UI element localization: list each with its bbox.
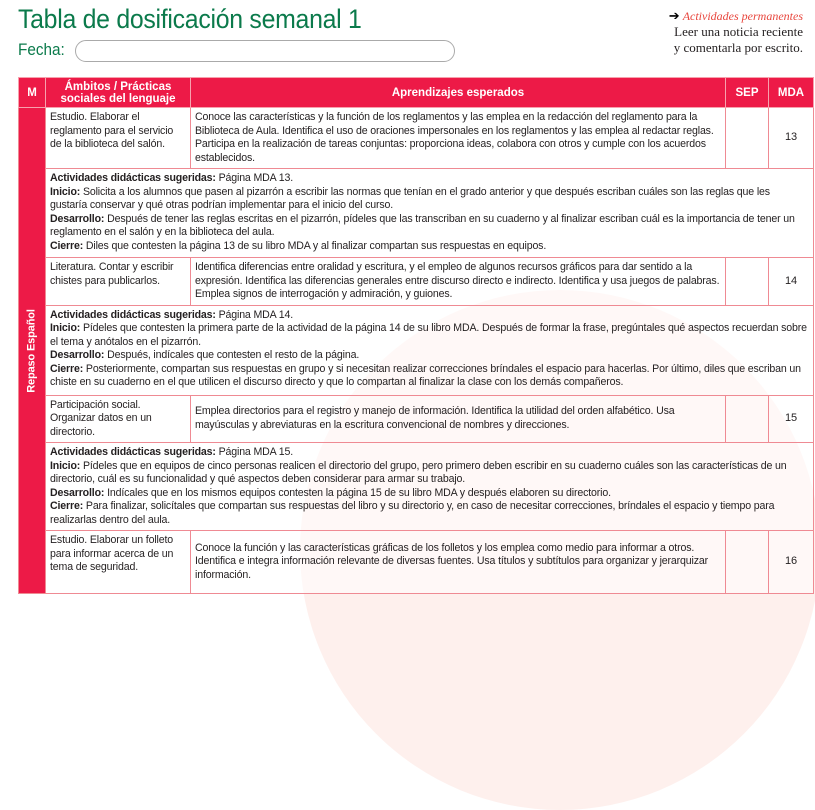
act-label: Actividades didácticas sugeridas: xyxy=(50,172,216,184)
aprendizajes-cell: Emplea directorios para el registro y manejo de información. Identifica la utilidad del orden alfabético. Usa mayúsculas y abreviaturas en la escritura convencional de nombres y direcciones. xyxy=(191,395,726,443)
subject-cell xyxy=(19,108,46,594)
ambito-cell: Estudio. Elaborar un folleto para informar acerca de un tema de seguridad. xyxy=(46,531,191,594)
table-row xyxy=(19,531,814,594)
desarrollo-label: Desarrollo: xyxy=(50,486,105,499)
ambito-cell: Estudio. Elaborar el reglamento para el servicio de la biblioteca del salón. xyxy=(46,108,191,169)
activity-inicio xyxy=(50,322,809,349)
act-text: Página MDA 15. xyxy=(215,446,294,458)
permanentes-label: Actividades permanentes xyxy=(682,9,803,23)
mda-cell: 14 xyxy=(769,258,814,306)
table-header xyxy=(19,78,814,108)
activity-cierre xyxy=(50,240,809,254)
desarrollo-text: Después, indícales que contesten el resto de la página. xyxy=(104,349,360,361)
activity-act xyxy=(50,446,809,460)
ambito-cell: Literatura. Contar y escribir chistes para publicarlos. xyxy=(46,258,191,306)
activities-row xyxy=(19,305,814,395)
activities-row xyxy=(19,443,814,531)
act-text: Página MDA 13. xyxy=(215,172,294,184)
inicio-text: Solicita a los alumnos que pasen al pizarrón a escribir las normas que tenían en el grado anterior y que después escriban cuáles son las reglas que les gustaría conservar y qué otras podrían implementar para el inicio del curso. xyxy=(50,185,770,211)
act-label: Actividades didácticas sugeridas: xyxy=(50,446,216,458)
ambito-cell: Participación social. Organizar datos en un directorio. xyxy=(46,395,191,443)
aprendizajes-cell: Identifica diferencias entre oralidad y escritura, y el empleo de algunos recursos gráficos para dar sentido a la expresión. Identifica las diferencias generales entre discurso directo e indirecto. Identifica y usa juegos de palabras. Emplea signos de interrogación y admiración, y guiones. xyxy=(191,258,726,306)
table-row xyxy=(19,108,814,169)
cierre-text: Posteriormente, compartan sus respuestas en grupo y si necesitan realizar correcciones bríndales el espacio para hacerlas. Por último, diles que escriban un chiste en su cuaderno en el que utilicen el discurso directo y que lo compartan al finalizar la clase con los demás compañeros. xyxy=(50,362,801,388)
activity-cierre xyxy=(50,500,809,527)
col-ambitos: Ámbitos / Prácticas sociales del lenguaje xyxy=(46,78,191,108)
activity-inicio xyxy=(50,186,809,213)
mda-cell: 15 xyxy=(769,395,814,443)
activity-cierre xyxy=(50,363,809,390)
col-m: M xyxy=(19,78,46,108)
desarrollo-label: Desarrollo: xyxy=(50,212,105,225)
sep-cell xyxy=(726,395,769,443)
permanentes-text-1: Leer una noticia reciente xyxy=(674,24,803,39)
sep-cell xyxy=(726,258,769,306)
fecha-label: Fecha: xyxy=(18,40,65,59)
activity-act xyxy=(50,172,809,186)
desarrollo-label: Desarrollo: xyxy=(50,349,105,361)
cierre-label: Cierre: xyxy=(50,362,84,375)
activity-desarrollo xyxy=(50,487,809,501)
col-aprendizajes: Aprendizajes esperados xyxy=(191,78,726,108)
mda-cell: 13 xyxy=(769,108,814,169)
desarrollo-text: Después de tener las reglas escritas en el pizarrón, pídeles que las transcriban en su cuaderno y al finalizar escriban cuál es la importancia de tener un reglamento en el salón y en la biblioteca del aula. xyxy=(50,212,795,238)
dosificacion-table xyxy=(18,77,814,594)
actividades-permanentes xyxy=(669,8,803,56)
activities-cell xyxy=(46,443,814,531)
inicio-label: Inicio: xyxy=(50,185,81,198)
fecha-input[interactable] xyxy=(75,40,455,62)
activity-desarrollo xyxy=(50,213,809,240)
cierre-text: Para finalizar, solicítales que compartan sus respuestas del libro y su directorio y, en caso de necesitar correcciones, bríndales el espacio y tiempo para realizarlas dentro del aula. xyxy=(50,500,775,526)
sep-cell xyxy=(726,531,769,594)
cierre-text: Diles que contesten la página 13 de su libro MDA y al finalizar compartan sus respuestas en equipos. xyxy=(83,239,547,252)
activities-row xyxy=(19,169,814,258)
desarrollo-text: Indícales que en los mismos equipos contesten la página 15 de su libro MDA y después elaboren su directorio. xyxy=(104,486,611,499)
activities-cell xyxy=(46,169,814,258)
table-row xyxy=(19,395,814,443)
table-row xyxy=(19,258,814,306)
aprendizajes-cell: Conoce la función y las características gráficas de los folletos y los emplea como medio para informar a otros. Identifica e integra información relevante de diversas fuentes. Usa títulos y subtítulos para organizar y jerarquizar información. xyxy=(191,531,726,594)
activity-act xyxy=(50,309,809,323)
cierre-label: Cierre: xyxy=(50,239,84,252)
cierre-label: Cierre: xyxy=(50,500,84,512)
activity-inicio xyxy=(50,460,809,487)
inicio-label: Inicio: xyxy=(50,322,81,334)
col-sep: SEP xyxy=(726,78,769,108)
permanentes-text-2: y comentarla por escrito. xyxy=(673,40,803,55)
sep-cell xyxy=(726,108,769,169)
inicio-label: Inicio: xyxy=(50,459,81,472)
act-text: Página MDA 14. xyxy=(215,308,294,321)
arrow-right-icon: ➔ xyxy=(668,8,680,23)
activities-cell xyxy=(46,305,814,395)
activity-desarrollo xyxy=(50,349,809,363)
subject-label: Repaso Español xyxy=(25,308,38,393)
page-title: Tabla de dosificación semanal 1 xyxy=(18,4,362,34)
inicio-text: Pídeles que en equipos de cinco personas realicen el directorio del grupo, pero primero deben escribir en su cuaderno cuáles son las características de un directorio, cuál es su funcionalidad y qué aspectos deben considerar para armar su trabajo. xyxy=(50,459,787,485)
aprendizajes-cell: Conoce las características y la función de los reglamentos y las emplea en la redacción del reglamento para la Biblioteca de Aula. Identifica el uso de oraciones impersonales en los reglamentos y las emplea al redactar reglas. Participa en la realización de tareas conjuntas: proporciona ideas, colabora con otros y cumple con los acuerdos establecidos. xyxy=(191,108,726,169)
act-label: Actividades didácticas sugeridas: xyxy=(50,308,216,321)
inicio-text: Pídeles que contesten la primera parte de la actividad de la página 14 de su libro MDA. Después de formar la frase, pregúntales qué aspectos recuerdan sobre el tema y anótalos en el pizarrón. xyxy=(50,322,807,348)
mda-cell: 16 xyxy=(769,531,814,594)
col-mda: MDA xyxy=(769,78,814,108)
